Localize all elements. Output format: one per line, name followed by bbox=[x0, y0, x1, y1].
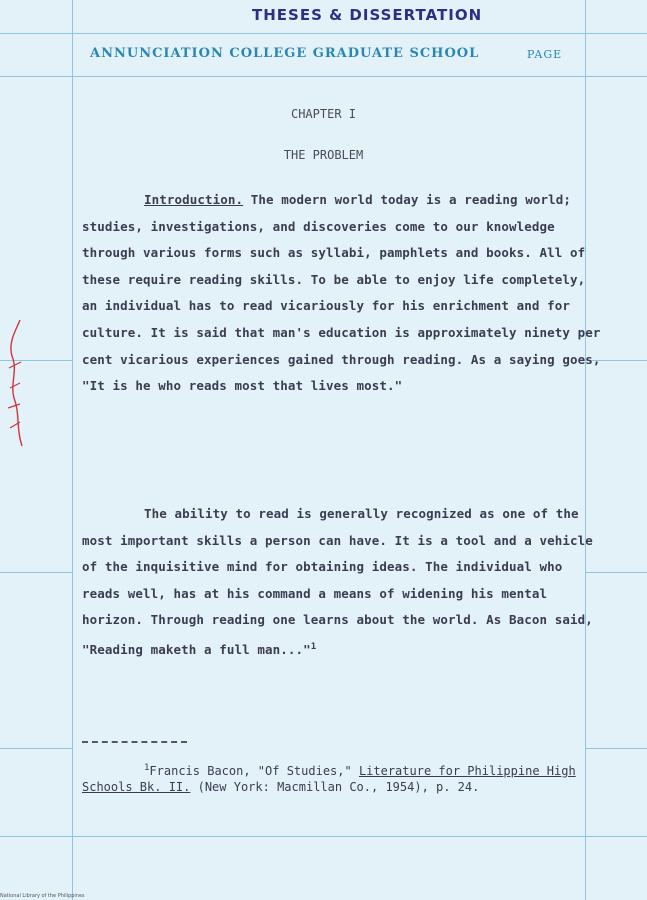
footnote bbox=[82, 760, 612, 795]
ruled-line bbox=[0, 748, 72, 749]
handwritten-annotation bbox=[2, 318, 32, 448]
footnote-title: Literature for Philippine High Schools Bk. II. bbox=[82, 764, 576, 794]
page-label: PAGE bbox=[527, 48, 563, 61]
footnote-mark: 1 bbox=[144, 763, 150, 773]
ruled-line bbox=[0, 572, 72, 573]
ruled-line bbox=[585, 748, 647, 749]
theses-stamp: THESES & DISSERTATION bbox=[252, 6, 483, 24]
footer-credit: National Library of the Philippines bbox=[0, 893, 85, 899]
intro-body: The modern world today is a reading world; studies, investigations, and discoveries come to our knowledge through various forms such as syllabi, pamphlets and books. All of these require reading skills. To be able to enjoy life completely, an individual has to read vicariously for his enrichment and for culture. It is said that man's education is approximately ninety per cent vicarious experiences gained through reading. As a saying goes, "It is he who reads most that lives most." bbox=[82, 192, 601, 394]
para2-body: The ability to read is generally recognized as one of the most important skills a person can have. It is a tool and a vehicle of the inquisitive mind for obtaining ideas. The individual who reads well, has at his command a means of widening his mental horizon. Through reading one learns about the world. As Bacon said, "Reading maketh a full man..." bbox=[82, 506, 593, 658]
footnote-pre: Francis Bacon, "Of Studies," bbox=[149, 764, 359, 778]
margin-line-left bbox=[72, 0, 73, 900]
paragraph-reading-ability bbox=[82, 501, 602, 664]
ruled-line bbox=[0, 76, 647, 77]
school-header: ANNUNCIATION COLLEGE GRADUATE SCHOOL bbox=[90, 46, 480, 61]
footnote-rule bbox=[82, 741, 187, 743]
chapter-title: THE PROBLEM bbox=[283, 148, 364, 162]
intro-lead: Introduction. bbox=[144, 192, 244, 207]
footnote-reference: 1 bbox=[310, 641, 317, 652]
chapter-number: CHAPTER I bbox=[290, 107, 357, 121]
ruled-line bbox=[0, 33, 647, 34]
paragraph-introduction bbox=[82, 187, 602, 400]
footnote-post: (New York: Macmillan Co., 1954), p. 24. bbox=[190, 780, 480, 794]
ruled-line bbox=[0, 836, 647, 837]
